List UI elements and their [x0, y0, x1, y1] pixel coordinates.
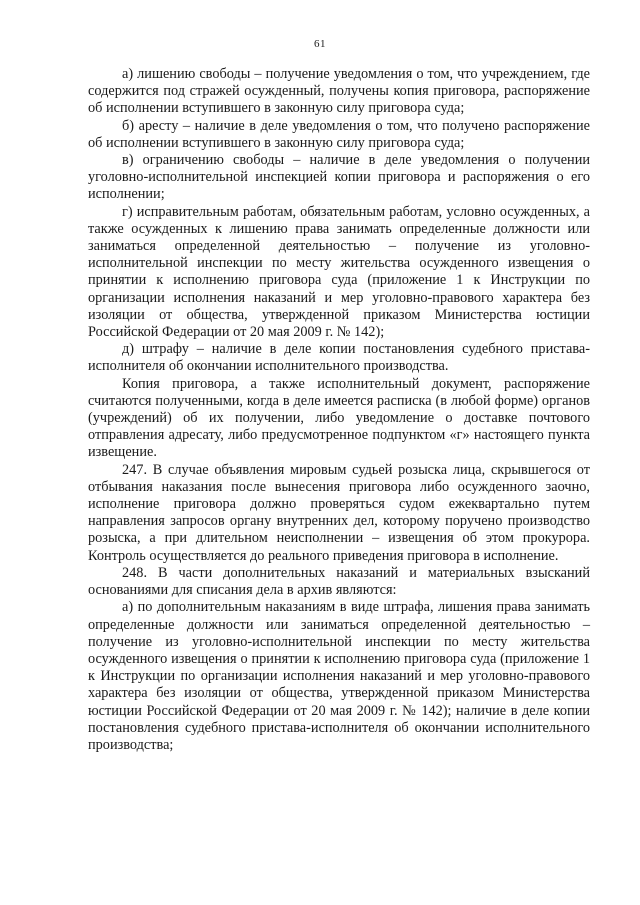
- paragraph-d-fine: д) штрафу – наличие в деле копии постановления судебного пристава-исполнителя об окончании исполнительного производства.: [88, 341, 590, 375]
- paragraph-a-imprisonment: а) лишению свободы – получение уведомления о том, что учреждением, где содержится под стражей осужденный, получены копия приговора, распоряжение об исполнении вступившего в законную силу приговора суда;: [88, 66, 590, 117]
- paragraph-247: 247. В случае объявления мировым судьей розыска лица, скрывшегося от отбывания наказания после вынесения приговора либо осужденного заочно, исполнение приговора должно проверяться судом ежеквартально путем направления запросов органу внутренних дел, которому поручено производство розыска, а при длительном неисполнении – извещения об этом прокурора. Контроль осуществляется до реального приведения приговора в исполнение.: [88, 461, 590, 564]
- paragraph-v-restriction-of-liberty: в) ограничению свободы – наличие в деле уведомления о получении уголовно-исполнительной инспекцией копии приговора и распоряжения о его исполнении;: [88, 152, 590, 203]
- paragraph-receipt-note: Копия приговора, а также исполнительный документ, распоряжение считаются полученными, когда в деле имеется расписка (в любой форме) органов (учреждений) об их получении, либо уведомление о доставке почтового отправления адресату, либо предусмотренное подпунктом «г» настоящего пункта извещение.: [88, 375, 590, 461]
- paragraph-248-a: а) по дополнительным наказаниям в виде штрафа, лишения права занимать определенные должности или заниматься определенной деятельностью – получение из уголовно-исполнительной инспекции по месту жительства осужденного извещения о принятии к исполнению приговора суда (приложение 1 к Инструкции по организации исполнения наказаний и мер уголовно-правового характера без изоляции от общества, утвержденной приказом Министерства юстиции Российской Федерации от 20 мая 2009 г. № 142); наличие в деле копии постановления судебного пристава-исполнителя об окончании исполнительного производства;: [88, 599, 590, 753]
- page-number: 61: [314, 38, 326, 50]
- paragraph-248: 248. В части дополнительных наказаний и материальных взысканий основаниями для списания дела в архив являются:: [88, 564, 590, 599]
- document-body: [88, 66, 590, 754]
- paragraph-b-arrest: б) аресту – наличие в деле уведомления о том, что получено распоряжение об исполнении вступившего в законную силу приговора суда;: [88, 117, 590, 151]
- paragraph-g-correctional-labor: г) исправительным работам, обязательным работам, условно осужденных, а также осужденных к лишению права занимать определенные должности или заниматься определенной деятельностью – получение из уголовно-исполнительной инспекции по месту жительства осужденного извещения о принятии к исполнению приговора суда (приложение 1 к Инструкции по организации исполнения наказаний и мер уголовно-правового характера без изоляции от общества, утвержденной приказом Министерства юстиции Российской Федерации от 20 мая 2009 г. № 142);: [88, 203, 590, 341]
